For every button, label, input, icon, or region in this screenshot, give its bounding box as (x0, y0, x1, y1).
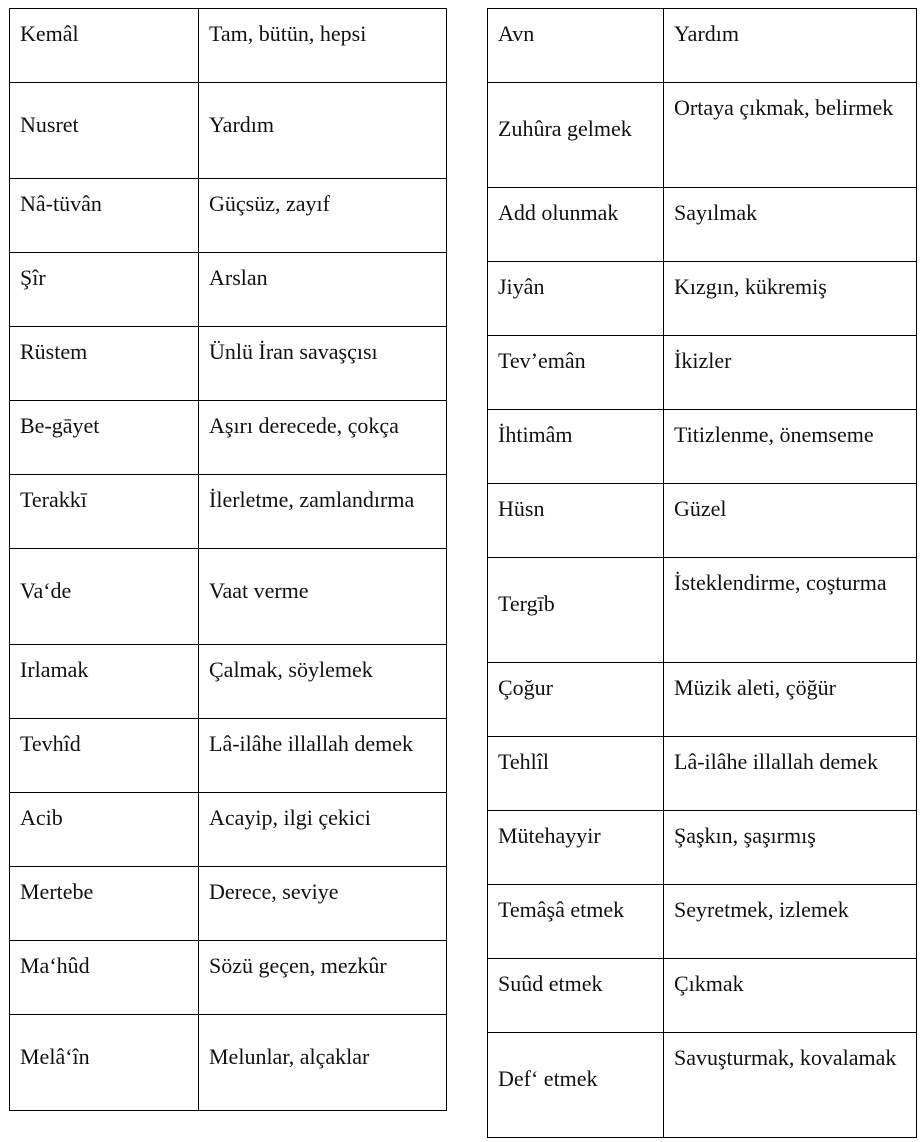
table-row (488, 959, 917, 1033)
table-row (10, 327, 447, 401)
meaning-cell: Titizlenme, önemseme (664, 410, 917, 484)
meaning-cell: Melunlar, alçaklar (199, 1015, 447, 1111)
term-cell: Be-gāyet (10, 401, 199, 475)
table-row (488, 558, 917, 663)
term-cell: Mertebe (10, 867, 199, 941)
glossary-table-right (487, 8, 917, 1138)
term-cell: Melâ‘în (10, 1015, 199, 1111)
meaning-cell: Vaat verme (199, 549, 447, 645)
table-row (488, 484, 917, 558)
meaning-cell: Yardım (199, 83, 447, 179)
term-cell: Avn (488, 9, 664, 83)
table-row (10, 179, 447, 253)
term-cell: Şîr (10, 253, 199, 327)
meaning-cell: Savuşturmak, kovalamak (664, 1033, 917, 1138)
meaning-cell: Güçsüz, zayıf (199, 179, 447, 253)
meaning-cell: Seyretmek, izlemek (664, 885, 917, 959)
meaning-cell: Kızgın, kükremiş (664, 262, 917, 336)
term-cell: Def‘ etmek (488, 1033, 664, 1138)
meaning-cell: Şaşkın, şaşırmış (664, 811, 917, 885)
term-cell: Tev’emân (488, 336, 664, 410)
term-cell: İhtimâm (488, 410, 664, 484)
term-cell: Irlamak (10, 645, 199, 719)
term-cell: Mütehayyir (488, 811, 664, 885)
term-cell: Kemâl (10, 9, 199, 83)
meaning-cell: Ortaya çıkmak, belirmek (664, 83, 917, 188)
table-row (10, 401, 447, 475)
term-cell: Zuhûra gelmek (488, 83, 664, 188)
table-row (488, 737, 917, 811)
term-cell: Va‘de (10, 549, 199, 645)
term-cell: Jiyân (488, 262, 664, 336)
table-row (10, 9, 447, 83)
meaning-cell: Lâ-ilâhe illallah demek (664, 737, 917, 811)
table-row (488, 663, 917, 737)
term-cell: Terakkī (10, 475, 199, 549)
table-row (10, 719, 447, 793)
term-cell: Nusret (10, 83, 199, 179)
meaning-cell: İlerletme, zamlandırma (199, 475, 447, 549)
term-cell: Acib (10, 793, 199, 867)
term-cell: Suûd etmek (488, 959, 664, 1033)
term-cell: Tehlîl (488, 737, 664, 811)
table-row (488, 262, 917, 336)
table-row (488, 188, 917, 262)
table-row (10, 475, 447, 549)
table-row (488, 885, 917, 959)
meaning-cell: Sayılmak (664, 188, 917, 262)
term-cell: Temâşâ etmek (488, 885, 664, 959)
meaning-cell: Acayip, ilgi çekici (199, 793, 447, 867)
glossary-table-left (9, 8, 447, 1111)
meaning-cell: Çalmak, söylemek (199, 645, 447, 719)
table-row (10, 549, 447, 645)
meaning-cell: Yardım (664, 9, 917, 83)
term-cell: Nâ-tüvân (10, 179, 199, 253)
table-row (488, 811, 917, 885)
meaning-cell: Tam, bütün, hepsi (199, 9, 447, 83)
table-row (488, 1033, 917, 1138)
term-cell: Tevhîd (10, 719, 199, 793)
meaning-cell: Çıkmak (664, 959, 917, 1033)
meaning-cell: Güzel (664, 484, 917, 558)
table-row (10, 253, 447, 327)
table-row (10, 645, 447, 719)
meaning-cell: Arslan (199, 253, 447, 327)
meaning-cell: İsteklendirme, coşturma (664, 558, 917, 663)
term-cell: Çoğur (488, 663, 664, 737)
table-row (10, 83, 447, 179)
table-row (488, 336, 917, 410)
term-cell: Tergīb (488, 558, 664, 663)
meaning-cell: Müzik aleti, çöğür (664, 663, 917, 737)
table-row (10, 1015, 447, 1111)
meaning-cell: Sözü geçen, mezkûr (199, 941, 447, 1015)
meaning-cell: Derece, seviye (199, 867, 447, 941)
term-cell: Add olunmak (488, 188, 664, 262)
meaning-cell: İkizler (664, 336, 917, 410)
term-cell: Ma‘hûd (10, 941, 199, 1015)
term-cell: Rüstem (10, 327, 199, 401)
meaning-cell: Ünlü İran savaşçısı (199, 327, 447, 401)
table-row (488, 410, 917, 484)
meaning-cell: Aşırı derecede, çokça (199, 401, 447, 475)
table-row (10, 941, 447, 1015)
table-row (10, 793, 447, 867)
table-row (488, 83, 917, 188)
table-row (488, 9, 917, 83)
table-row (10, 867, 447, 941)
term-cell: Hüsn (488, 484, 664, 558)
meaning-cell: Lâ-ilâhe illallah demek (199, 719, 447, 793)
